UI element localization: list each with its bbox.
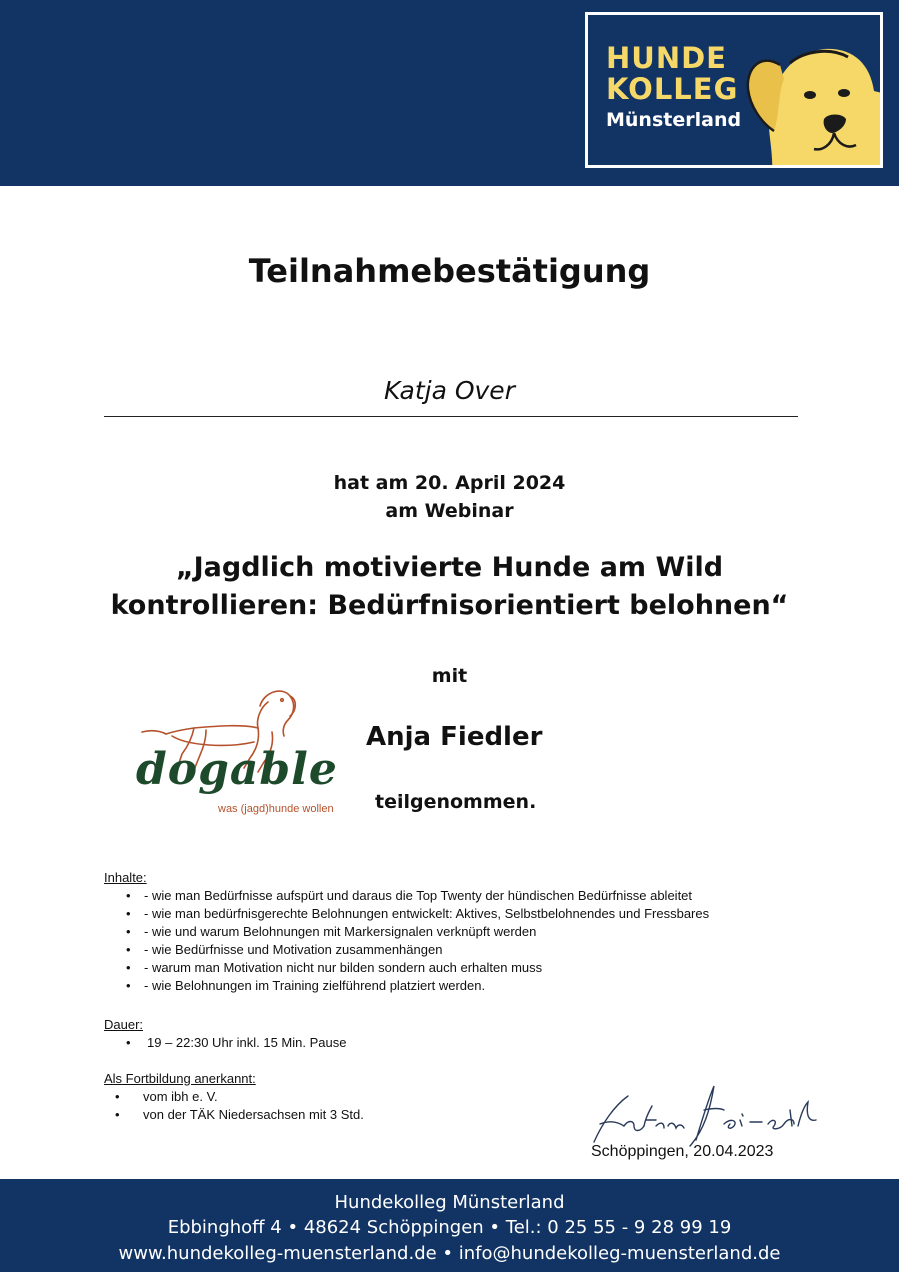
dogable-tagline: was (jagd)hunde wollen <box>218 803 334 815</box>
list-item: • vom ibh e. V. <box>104 1088 364 1106</box>
logo-text <box>606 43 741 135</box>
recognition-heading: Als Fortbildung anerkannt: <box>104 1071 256 1086</box>
recognition-section <box>104 1071 364 1124</box>
list-item: • - wie man Bedürfnisse aufspürt und daraus die Top Twenty der hündischen Bedürfnisse ableitet <box>104 887 709 905</box>
footer-address: Ebbinghoff 4 • 48624 Schöppingen • Tel.: 0 25 55 - 9 28 99 19 <box>167 1217 732 1238</box>
event-date: hat am 20. April 2024 <box>333 472 566 494</box>
logo-line-2: KOLLEG <box>606 72 739 106</box>
logo-line-3: Münsterland <box>606 109 742 131</box>
list-item: • - wie man bedürfnisgerechte Belohnungen entwickelt: Aktives, Selbstbelohnendes und Fressbares <box>104 905 709 923</box>
list-item: • - wie Bedürfnisse und Motivation zusammenhängen <box>104 941 709 959</box>
footer-band <box>0 1179 899 1272</box>
list-item: • - warum man Motivation nicht nur bilden sondern auch erhalten muss <box>104 959 709 977</box>
list-item: • 19 – 22:30 Uhr inkl. 15 Min. Pause <box>104 1034 346 1052</box>
signature <box>584 1080 834 1150</box>
duration-heading: Dauer: <box>104 1017 144 1032</box>
list-item: • - wie Belohnungen im Training zielführend platziert werden. <box>104 977 709 995</box>
footer-web-email[interactable]: www.hundekolleg-muensterland.de • info@hundekolleg-muensterland.de <box>118 1243 781 1264</box>
list-item: • - wie und warum Belohnungen mit Markersignalen verknüpft werden <box>104 923 709 941</box>
participant-name: Katja Over <box>384 376 515 405</box>
dogable-logo <box>132 684 347 829</box>
content-section <box>104 870 709 995</box>
header-band <box>0 0 899 186</box>
place-and-date: Schöppingen, 20.04.2023 <box>591 1143 774 1160</box>
dogable-wordmark: dogable <box>136 744 338 795</box>
course-title-line-1: „Jagdlich motivierte Hunde am Wild <box>175 552 724 583</box>
recognition-list <box>104 1088 364 1124</box>
event-format: am Webinar <box>385 500 514 522</box>
dog-head-icon <box>732 23 882 168</box>
name-underline <box>104 416 798 417</box>
with-label: mit <box>431 665 468 687</box>
content-heading: Inhalte: <box>104 870 147 885</box>
course-title <box>0 549 899 625</box>
content-list <box>104 887 709 995</box>
duration-section <box>104 1017 346 1052</box>
participation-text: teilgenommen. <box>375 791 537 813</box>
logo-line-1: HUNDE <box>606 41 727 75</box>
duration-list <box>104 1034 346 1052</box>
hundekolleg-logo[interactable] <box>585 12 883 168</box>
footer-org-name: Hundekolleg Münsterland <box>334 1192 565 1213</box>
certificate-title: Teilnahmebestätigung <box>248 252 651 290</box>
list-item: • von der TÄK Niedersachsen mit 3 Std. <box>104 1106 364 1124</box>
trainer-name: Anja Fiedler <box>366 722 543 752</box>
course-title-line-2: kontrollieren: Bedürfnisorientiert belohnen“ <box>110 590 789 621</box>
